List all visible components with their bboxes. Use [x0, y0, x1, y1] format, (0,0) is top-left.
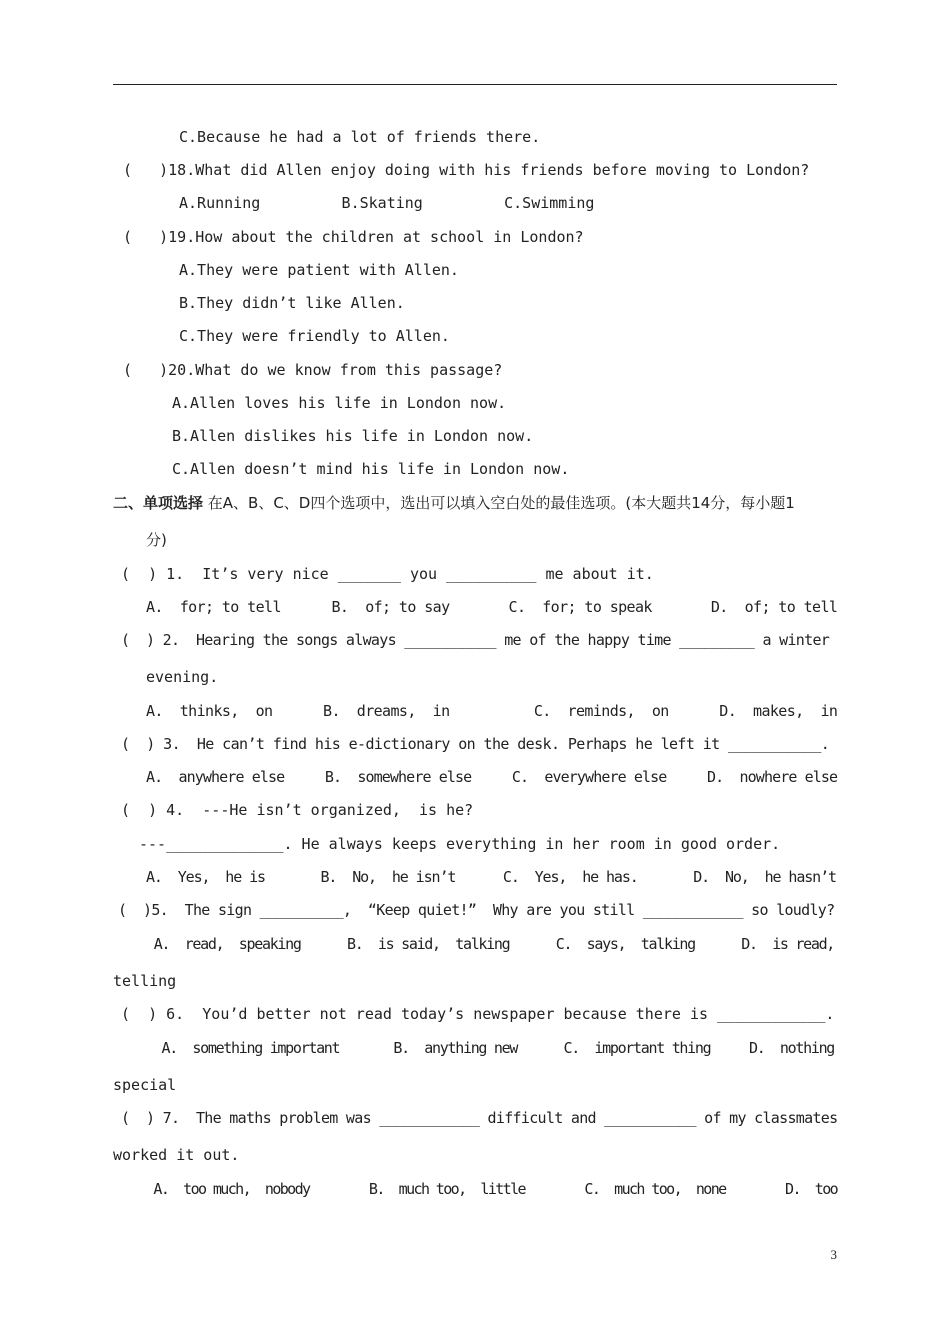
q17-option-c: C.Because he had a lot of friends there.: [179, 128, 541, 146]
q2-options: A. thinks, on B. dreams, in C. reminds, on D. makes, in: [146, 702, 838, 720]
q4-options: A. Yes, he is B. No, he isn’t C. Yes, he has. D. No, he hasn’t: [146, 868, 836, 886]
q5-options: A. read, speaking B. is said, talking C. says, talking D. is read,: [146, 935, 835, 953]
q20-option-a: A.Allen loves his life in London now.: [172, 394, 507, 412]
q6-stem: ( ) 6. You’d better not read today’s newspaper because there is ____________.: [121, 1005, 835, 1023]
q19-option-c: C.They were friendly to Allen.: [179, 327, 450, 345]
q5-options-cont: telling: [113, 972, 177, 990]
q19-option-b: B.They didn’t like Allen.: [179, 294, 405, 312]
q7-stem: ( ) 7. The maths problem was ____________ difficult and ___________ of my classmates: [121, 1109, 838, 1127]
q19-stem: ( )19.How about the children at school in London?: [123, 228, 584, 246]
q3-stem: ( ) 3. He can’t find his e-dictionary on the desk. Perhaps he left it ___________.: [121, 735, 830, 753]
q18-stem: ( )18.What did Allen enjoy doing with his friends before moving to London?: [123, 161, 810, 179]
q4-answer-line: ---_____________. He always keeps everything in her room in good order.: [139, 835, 781, 853]
q18-options: A.Running B.Skating C.Swimming: [179, 194, 595, 212]
q1-stem: ( ) 1. It’s very nice _______ you __________ me about it.: [121, 565, 654, 583]
q20-stem: ( )20.What do we know from this passage?: [123, 361, 503, 379]
q1-options: A. for; to tell B. of; to say C. for; to speak D. of; to tell: [146, 598, 838, 616]
q5-stem: ( )5. The sign __________, “Keep quiet!” Why are you still ____________ so loudly?: [118, 901, 835, 919]
page-number: 3: [830, 1247, 837, 1262]
q6-options: A. something important B. anything new C. important thing D. nothing: [146, 1039, 835, 1057]
section-heading: [113, 494, 795, 512]
q2-stem: ( ) 2. Hearing the songs always ___________ me of the happy time _________ a winter: [121, 631, 830, 649]
q20-option-b: B.Allen dislikes his life in London now.: [172, 427, 534, 445]
header-rule: [113, 84, 837, 85]
section-instruction-cont: 分): [146, 531, 167, 549]
q4-stem: ( ) 4. ---He isn’t organized, is he?: [121, 801, 474, 819]
q6-options-cont: special: [113, 1076, 177, 1094]
section-title: 二、单项选择: [113, 494, 204, 512]
q2-stem-cont: evening.: [146, 668, 219, 686]
section-instruction: 在A、B、C、D四个选项中，选出可以填入空白处的最佳选项。(本大题共14分，每小题1: [203, 494, 795, 512]
q19-option-a: A.They were patient with Allen.: [179, 261, 459, 279]
q7-stem-cont: worked it out.: [113, 1146, 240, 1164]
q7-options: A. too much, nobody B. much too, little C. much too, none D. too: [146, 1180, 838, 1198]
q3-options: A. anywhere else B. somewhere else C. everywhere else D. nowhere else: [146, 768, 838, 786]
q20-option-c: C.Allen doesn’t mind his life in London now.: [172, 460, 570, 478]
